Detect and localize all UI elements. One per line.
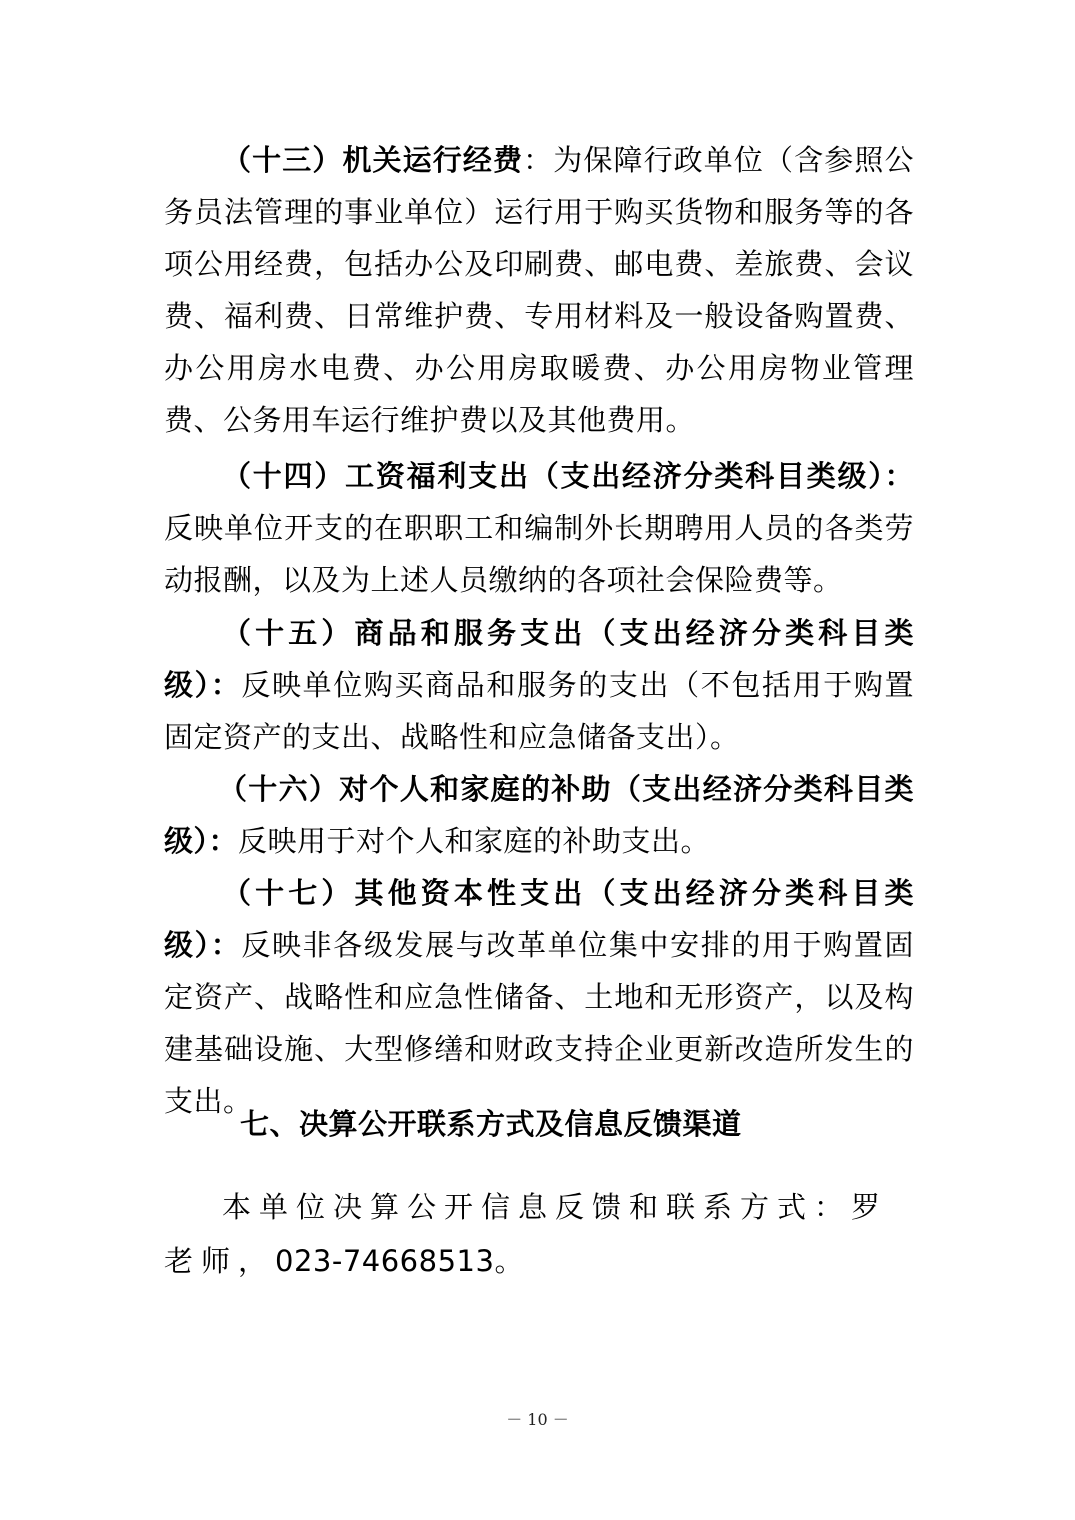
paragraph-14-lead: （十四）工资福利支出（支出经济分类科目类级）：	[222, 459, 914, 493]
paragraph-17	[164, 867, 914, 1127]
paragraph-13-lead: （十三）机关运行经费	[222, 143, 524, 177]
paragraph-13-text: ：为保障行政单位（含参照公务员法管理的事业单位）运行用于购买货物和服务等的各项公用经费，包括办公及印刷费、邮电费、差旅费、会议费、福利费、日常维护费、专用材料及一般设备购置费、办公用房水电费、办公用房取暖费、办公用房物业管理费、公务用车运行维护费以及其他费用。	[164, 143, 914, 437]
paragraph-17-lead: （十七）其他资本性支出（支出经济分类科目类级）：	[164, 876, 914, 962]
paragraph-17-text: 反映非各级发展与改革单位集中安排的用于购置固定资产、战略性和应急性储备、土地和无形资产，以及构建基础设施、大型修缮和财政支持企业更新改造所发生的支出。	[164, 928, 914, 1118]
document-page	[164, 0, 914, 1520]
paragraph-16-lead: （十六）对个人和家庭的补助（支出经济分类科目类级）：	[164, 772, 914, 858]
contact-paragraph	[164, 1180, 914, 1288]
paragraph-16-text: 反映用于对个人和家庭的补助支出。	[238, 824, 711, 858]
contact-text: 本单位决算公开信息反馈和联系方式：罗老师，	[164, 1190, 889, 1278]
paragraph-15-text: 反映单位购买商品和服务的支出（不包括用于购置固定资产的支出、战略性和应急储备支出）。	[164, 668, 914, 754]
paragraph-14-text: 反映单位开支的在职职工和编制外长期聘用人员的各类劳动报酬，以及为上述人员缴纳的各项社会保险费等。	[164, 511, 914, 597]
paragraph-16	[164, 763, 914, 867]
paragraph-15	[164, 607, 914, 763]
paragraph-15-lead: （十五）商品和服务支出（支出经济分类科目类级）：	[164, 616, 914, 702]
paragraph-13	[164, 134, 914, 446]
page-number: － 10 －	[506, 1410, 569, 1429]
section-heading: 七、决算公开联系方式及信息反馈渠道	[240, 1107, 742, 1141]
paragraph-14	[164, 450, 914, 606]
contact-phone: 023-74668513。	[275, 1244, 524, 1278]
